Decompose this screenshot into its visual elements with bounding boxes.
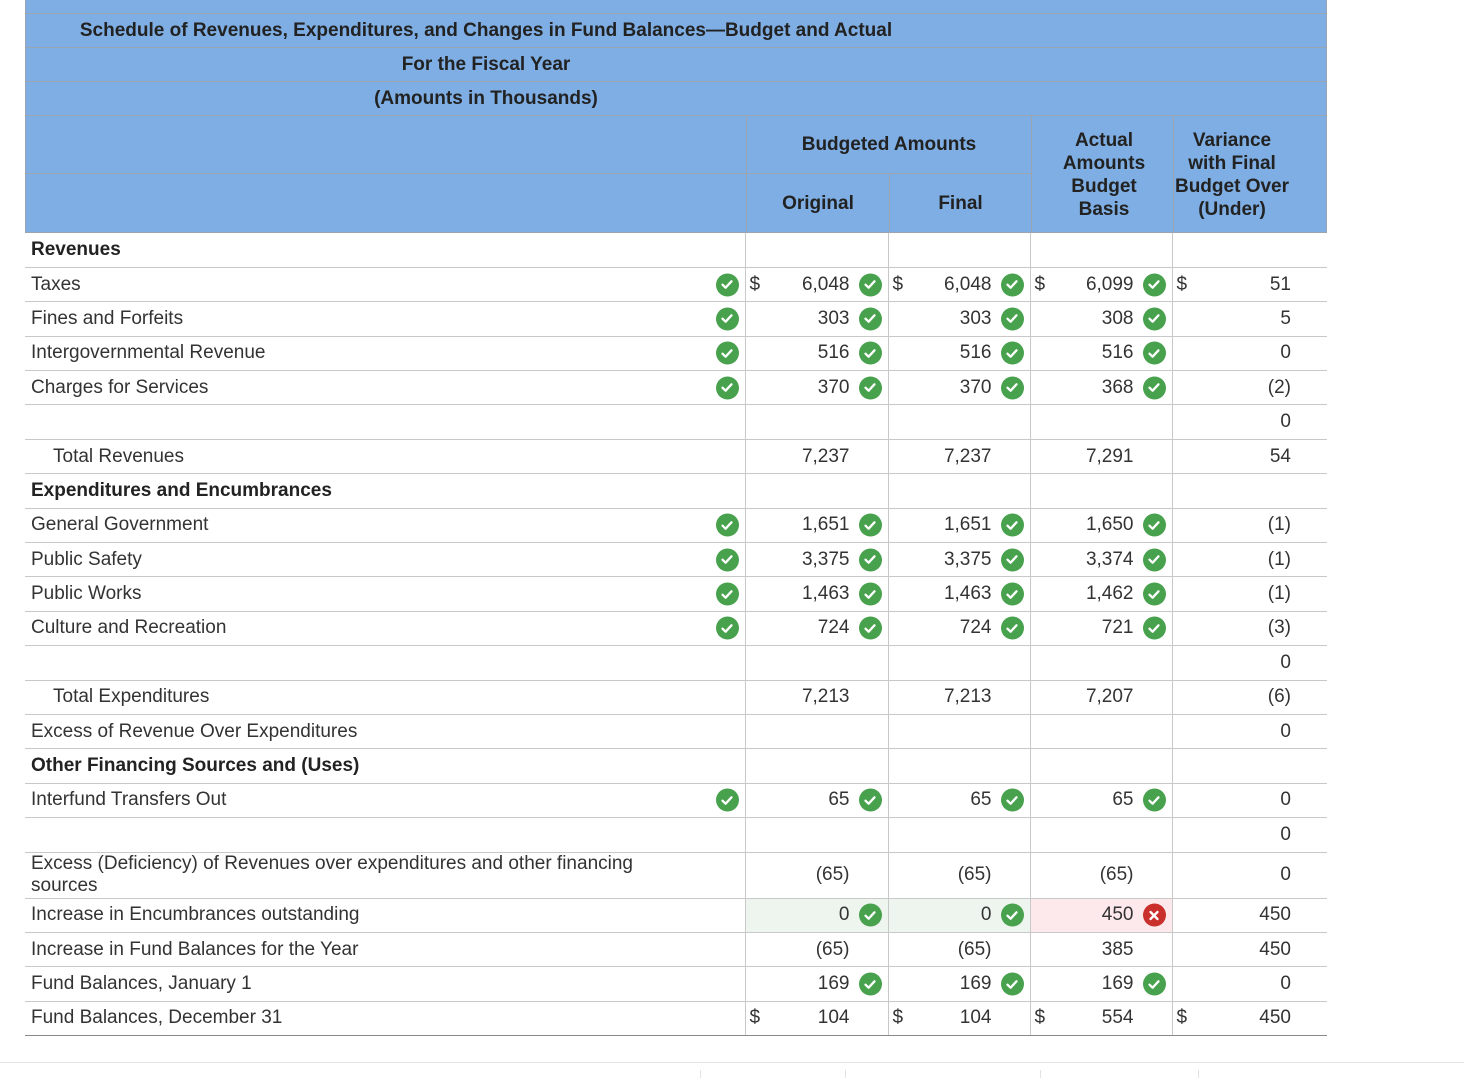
table-row bbox=[25, 543, 1327, 577]
variance-value: 0 bbox=[1280, 411, 1291, 433]
actual-value: 6,099 bbox=[1085, 273, 1134, 295]
original-value: 169 bbox=[817, 973, 850, 994]
variance-value: 0 bbox=[1280, 342, 1291, 364]
correct-check-icon bbox=[716, 273, 739, 296]
actual-value: 169 bbox=[1101, 973, 1134, 994]
correct-check-icon bbox=[1001, 376, 1024, 399]
final-value: 724 bbox=[959, 617, 992, 639]
dollar-sign: $ bbox=[892, 273, 904, 295]
original-cell[interactable] bbox=[745, 932, 888, 966]
final-cell[interactable] bbox=[888, 932, 1030, 966]
row-label-cell bbox=[25, 439, 745, 473]
variance-value: (1) bbox=[1267, 514, 1291, 536]
row-label-cell bbox=[25, 898, 745, 932]
table-row bbox=[25, 233, 1327, 267]
variance-value: 450 bbox=[1259, 904, 1291, 926]
row-label: General Government bbox=[31, 514, 209, 536]
row-label-cell bbox=[25, 474, 745, 508]
row-label-cell bbox=[25, 371, 745, 405]
correct-check-icon bbox=[1001, 904, 1024, 927]
original-cell[interactable] bbox=[745, 336, 888, 370]
schedule-title: Schedule of Revenues, Expenditures, and Changes in Fund Balances—Budget and Actual bbox=[79, 19, 893, 41]
table-row bbox=[25, 267, 1327, 301]
actual-cell[interactable] bbox=[1030, 577, 1172, 611]
variance-cell bbox=[1172, 543, 1327, 577]
table-row bbox=[25, 932, 1327, 966]
row-label: Excess (Deficiency) of Revenues over expenditures and other financing sources bbox=[31, 853, 633, 897]
variance-cell bbox=[1172, 749, 1327, 783]
original-cell[interactable] bbox=[745, 577, 888, 611]
final-column-header: Final bbox=[938, 193, 983, 214]
original-value: 104 bbox=[817, 1007, 850, 1029]
original-value: 1,463 bbox=[801, 583, 850, 605]
table-row bbox=[25, 818, 1327, 852]
actual-cell[interactable] bbox=[1030, 336, 1172, 370]
correct-check-icon bbox=[1143, 617, 1166, 640]
actual-cell[interactable] bbox=[1030, 233, 1172, 267]
row-label: Increase in Encumbrances outstanding bbox=[31, 904, 360, 926]
original-value: 303 bbox=[817, 307, 850, 329]
actual-value: (65) bbox=[1099, 864, 1134, 886]
correct-check-icon bbox=[1143, 514, 1166, 537]
variance-cell bbox=[1172, 680, 1327, 714]
correct-check-icon bbox=[1143, 307, 1166, 330]
final-value: 516 bbox=[959, 342, 992, 364]
original-value: 1,651 bbox=[801, 514, 850, 536]
final-cell[interactable] bbox=[888, 405, 1030, 439]
variance-cell bbox=[1172, 818, 1327, 852]
final-cell[interactable] bbox=[888, 474, 1030, 508]
correct-check-icon bbox=[859, 376, 882, 399]
variance-cell bbox=[1172, 439, 1327, 473]
row-label: Public Works bbox=[31, 583, 142, 605]
correct-check-icon bbox=[716, 548, 739, 571]
row-label: Total Expenditures bbox=[53, 686, 210, 708]
final-cell[interactable] bbox=[888, 336, 1030, 370]
incorrect-x-icon bbox=[1143, 904, 1166, 927]
actual-value: 450 bbox=[1101, 904, 1134, 926]
table-row bbox=[25, 611, 1327, 645]
table-row bbox=[25, 646, 1327, 680]
original-value: 3,375 bbox=[801, 548, 850, 570]
row-label: Other Financing Sources and (Uses) bbox=[31, 755, 360, 777]
original-cell[interactable] bbox=[745, 646, 888, 680]
final-value: (65) bbox=[957, 864, 992, 886]
final-value: 303 bbox=[959, 307, 992, 329]
correct-check-icon bbox=[716, 617, 739, 640]
correct-check-icon bbox=[1001, 973, 1024, 996]
correct-check-icon bbox=[859, 617, 882, 640]
correct-check-icon bbox=[1143, 789, 1166, 812]
actual-cell[interactable] bbox=[1030, 302, 1172, 336]
final-value: 1,651 bbox=[943, 514, 992, 536]
row-label: Fines and Forfeits bbox=[31, 307, 184, 329]
row-label-cell bbox=[25, 714, 745, 748]
row-label: Revenues bbox=[31, 238, 121, 260]
row-label-cell bbox=[25, 543, 745, 577]
row-label-cell bbox=[25, 967, 745, 1001]
actual-value: 368 bbox=[1101, 376, 1134, 398]
final-cell[interactable] bbox=[888, 646, 1030, 680]
original-value: 6,048 bbox=[801, 273, 850, 295]
variance-value: 450 bbox=[1259, 1007, 1291, 1029]
table-row bbox=[25, 967, 1327, 1001]
actual-cell[interactable] bbox=[1030, 543, 1172, 577]
row-label: Total Revenues bbox=[53, 445, 184, 467]
original-cell[interactable] bbox=[745, 611, 888, 645]
actual-cell[interactable] bbox=[1030, 783, 1172, 817]
actual-value: 1,650 bbox=[1085, 514, 1134, 536]
actual-cell[interactable] bbox=[1030, 611, 1172, 645]
dollar-sign: $ bbox=[749, 1007, 761, 1029]
variance-value: 5 bbox=[1280, 307, 1291, 329]
correct-check-icon bbox=[1001, 342, 1024, 365]
divider-tick bbox=[1040, 1070, 1041, 1078]
final-value: 3,375 bbox=[943, 548, 992, 570]
actual-cell[interactable] bbox=[1030, 646, 1172, 680]
variance-cell bbox=[1172, 577, 1327, 611]
row-label-cell bbox=[25, 818, 745, 852]
row-label-cell bbox=[25, 508, 745, 542]
variance-value: 0 bbox=[1280, 651, 1291, 673]
dollar-sign: $ bbox=[892, 1007, 904, 1029]
actual-value: 3,374 bbox=[1085, 548, 1134, 570]
row-label: Excess of Revenue Over Expenditures bbox=[31, 720, 358, 742]
dollar-sign: $ bbox=[1034, 273, 1046, 295]
original-cell[interactable] bbox=[745, 714, 888, 748]
correct-check-icon bbox=[1001, 789, 1024, 812]
row-label-cell bbox=[25, 336, 745, 370]
correct-check-icon bbox=[859, 583, 882, 606]
original-value: 65 bbox=[828, 789, 850, 811]
correct-check-icon bbox=[859, 548, 882, 571]
original-cell[interactable] bbox=[745, 233, 888, 267]
variance-value: 0 bbox=[1280, 823, 1291, 845]
dollar-sign: $ bbox=[749, 273, 761, 295]
correct-check-icon bbox=[859, 789, 882, 812]
variance-value: 54 bbox=[1269, 445, 1291, 467]
variance-value: (1) bbox=[1267, 583, 1291, 605]
correct-check-icon bbox=[716, 376, 739, 399]
variance-cell bbox=[1172, 474, 1327, 508]
row-label-cell bbox=[25, 1001, 745, 1035]
variance-cell bbox=[1172, 508, 1327, 542]
title-band bbox=[25, 14, 1327, 48]
variance-cell bbox=[1172, 1001, 1327, 1035]
actual-cell[interactable] bbox=[1030, 967, 1172, 1001]
original-value: (65) bbox=[815, 938, 850, 960]
actual-cell[interactable] bbox=[1030, 898, 1172, 932]
original-value: (65) bbox=[815, 864, 850, 886]
variance-cell bbox=[1172, 302, 1327, 336]
actual-cell[interactable] bbox=[1030, 680, 1172, 714]
variance-cell bbox=[1172, 611, 1327, 645]
actual-value: 385 bbox=[1101, 938, 1134, 960]
final-cell[interactable] bbox=[888, 233, 1030, 267]
correct-check-icon bbox=[859, 904, 882, 927]
variance-value: 51 bbox=[1269, 273, 1291, 295]
row-label: Charges for Services bbox=[31, 376, 209, 398]
actual-value: 1,462 bbox=[1085, 583, 1134, 605]
variance-cell bbox=[1172, 267, 1327, 301]
row-label-cell bbox=[25, 233, 745, 267]
schedule-subtitle: For the Fiscal Year bbox=[401, 53, 571, 75]
correct-check-icon bbox=[1143, 376, 1166, 399]
table-row bbox=[25, 749, 1327, 783]
correct-check-icon bbox=[1001, 514, 1024, 537]
variance-cell bbox=[1172, 714, 1327, 748]
variance-value: 0 bbox=[1280, 789, 1291, 811]
final-value: 0 bbox=[980, 904, 992, 926]
row-label: Expenditures and Encumbrances bbox=[31, 479, 332, 501]
table-row bbox=[25, 680, 1327, 714]
subtitle-band bbox=[25, 48, 1327, 82]
variance-cell bbox=[1172, 898, 1327, 932]
original-value: 370 bbox=[817, 376, 850, 398]
final-value: 7,237 bbox=[943, 445, 992, 467]
final-value: 1,463 bbox=[943, 583, 992, 605]
original-cell[interactable] bbox=[745, 818, 888, 852]
final-value: 6,048 bbox=[943, 273, 992, 295]
final-cell[interactable] bbox=[888, 267, 1030, 301]
column-header bbox=[25, 116, 1327, 233]
variance-cell bbox=[1172, 233, 1327, 267]
row-label: Culture and Recreation bbox=[31, 617, 227, 639]
correct-check-icon bbox=[859, 273, 882, 296]
table-row bbox=[25, 336, 1327, 370]
final-cell[interactable] bbox=[888, 852, 1030, 898]
final-cell[interactable] bbox=[888, 302, 1030, 336]
divider-tick bbox=[700, 1070, 701, 1078]
original-cell[interactable] bbox=[745, 783, 888, 817]
table-row bbox=[25, 1001, 1327, 1035]
actual-cell[interactable] bbox=[1030, 474, 1172, 508]
actual-value: 516 bbox=[1101, 342, 1134, 364]
row-label-cell bbox=[25, 852, 745, 898]
variance-value: 0 bbox=[1280, 973, 1291, 994]
original-value: 516 bbox=[817, 342, 850, 364]
variance-value: (6) bbox=[1267, 686, 1291, 708]
correct-check-icon bbox=[859, 514, 882, 537]
row-label-cell bbox=[25, 577, 745, 611]
correct-check-icon bbox=[1001, 617, 1024, 640]
final-value: 169 bbox=[959, 973, 992, 994]
actual-cell[interactable] bbox=[1030, 749, 1172, 783]
row-label: Interfund Transfers Out bbox=[31, 789, 227, 811]
row-label-cell bbox=[25, 267, 745, 301]
actual-value: 7,291 bbox=[1085, 445, 1134, 467]
final-cell[interactable] bbox=[888, 439, 1030, 473]
divider-tick bbox=[1198, 1070, 1199, 1078]
row-label: Taxes bbox=[31, 273, 81, 295]
budgeted-amounts-header: Budgeted Amounts bbox=[801, 134, 977, 155]
correct-check-icon bbox=[1143, 273, 1166, 296]
final-cell[interactable] bbox=[888, 611, 1030, 645]
table-row bbox=[25, 405, 1327, 439]
original-cell[interactable] bbox=[745, 474, 888, 508]
dollar-sign: $ bbox=[1034, 1007, 1046, 1029]
original-cell[interactable] bbox=[745, 680, 888, 714]
final-cell[interactable] bbox=[888, 714, 1030, 748]
original-value: 7,213 bbox=[801, 686, 850, 708]
variance-cell bbox=[1172, 371, 1327, 405]
table-row bbox=[25, 474, 1327, 508]
final-value: 7,213 bbox=[943, 686, 992, 708]
correct-check-icon bbox=[1001, 548, 1024, 571]
original-cell[interactable] bbox=[745, 898, 888, 932]
final-cell[interactable] bbox=[888, 1001, 1030, 1035]
original-column-header: Original bbox=[782, 193, 854, 214]
original-cell[interactable] bbox=[745, 302, 888, 336]
table-row bbox=[25, 302, 1327, 336]
correct-check-icon bbox=[716, 789, 739, 812]
row-label-cell bbox=[25, 932, 745, 966]
final-cell[interactable] bbox=[888, 543, 1030, 577]
actual-value: 7,207 bbox=[1085, 686, 1134, 708]
original-cell[interactable] bbox=[745, 852, 888, 898]
original-cell[interactable] bbox=[745, 267, 888, 301]
variance-column-header: Variance with Final Budget Over (Under) bbox=[1174, 129, 1290, 220]
final-cell[interactable] bbox=[888, 967, 1030, 1001]
correct-check-icon bbox=[1143, 583, 1166, 606]
actual-cell[interactable] bbox=[1030, 852, 1172, 898]
dollar-sign: $ bbox=[1176, 1007, 1188, 1029]
final-cell[interactable] bbox=[888, 508, 1030, 542]
final-cell[interactable] bbox=[888, 783, 1030, 817]
final-value: 370 bbox=[959, 376, 992, 398]
actual-cell[interactable] bbox=[1030, 267, 1172, 301]
original-cell[interactable] bbox=[745, 543, 888, 577]
correct-check-icon bbox=[1001, 273, 1024, 296]
variance-value: 0 bbox=[1280, 720, 1291, 742]
table-row bbox=[25, 852, 1327, 898]
actual-cell[interactable] bbox=[1030, 1001, 1172, 1035]
row-label: Increase in Fund Balances for the Year bbox=[31, 938, 359, 960]
row-label-cell bbox=[25, 646, 745, 680]
units-band bbox=[25, 82, 1327, 116]
correct-check-icon bbox=[1143, 973, 1166, 996]
original-cell[interactable] bbox=[745, 749, 888, 783]
variance-value: (2) bbox=[1267, 376, 1291, 398]
correct-check-icon bbox=[1143, 342, 1166, 365]
variance-cell bbox=[1172, 967, 1327, 1001]
variance-cell bbox=[1172, 646, 1327, 680]
variance-value: 450 bbox=[1259, 938, 1291, 960]
variance-cell bbox=[1172, 852, 1327, 898]
original-cell[interactable] bbox=[745, 405, 888, 439]
table-row bbox=[25, 898, 1327, 932]
row-label-cell bbox=[25, 611, 745, 645]
actual-cell[interactable] bbox=[1030, 405, 1172, 439]
budget-schedule bbox=[25, 0, 1327, 1036]
correct-check-icon bbox=[1001, 583, 1024, 606]
final-cell[interactable] bbox=[888, 680, 1030, 714]
final-cell[interactable] bbox=[888, 749, 1030, 783]
actual-column-header: Actual Amounts Budget Basis bbox=[1062, 129, 1146, 220]
correct-check-icon bbox=[716, 514, 739, 537]
variance-cell bbox=[1172, 932, 1327, 966]
table-row bbox=[25, 439, 1327, 473]
variance-cell bbox=[1172, 783, 1327, 817]
original-cell[interactable] bbox=[745, 967, 888, 1001]
top-band-cut bbox=[25, 0, 1327, 14]
actual-cell[interactable] bbox=[1030, 714, 1172, 748]
final-cell[interactable] bbox=[888, 371, 1030, 405]
row-label-cell bbox=[25, 783, 745, 817]
table-row bbox=[25, 714, 1327, 748]
variance-value: 0 bbox=[1280, 864, 1291, 886]
row-label-cell bbox=[25, 680, 745, 714]
correct-check-icon bbox=[859, 973, 882, 996]
divider-tick bbox=[845, 1070, 846, 1078]
page-divider bbox=[0, 1062, 1464, 1063]
original-cell[interactable] bbox=[745, 371, 888, 405]
variance-cell bbox=[1172, 336, 1327, 370]
actual-value: 308 bbox=[1101, 307, 1134, 329]
original-value: 0 bbox=[838, 904, 850, 926]
original-cell[interactable] bbox=[745, 508, 888, 542]
final-value: 104 bbox=[959, 1007, 992, 1029]
table-row bbox=[25, 371, 1327, 405]
variance-value: (3) bbox=[1267, 617, 1291, 639]
variance-value: (1) bbox=[1267, 548, 1291, 570]
schedule-table bbox=[25, 233, 1327, 1036]
actual-cell[interactable] bbox=[1030, 508, 1172, 542]
actual-cell[interactable] bbox=[1030, 818, 1172, 852]
final-cell[interactable] bbox=[888, 818, 1030, 852]
row-label-cell bbox=[25, 749, 745, 783]
table-row bbox=[25, 508, 1327, 542]
actual-value: 721 bbox=[1101, 617, 1134, 639]
table-row bbox=[25, 577, 1327, 611]
row-label: Fund Balances, January 1 bbox=[31, 973, 252, 994]
table-row bbox=[25, 783, 1327, 817]
row-label: Fund Balances, December 31 bbox=[31, 1007, 283, 1029]
correct-check-icon bbox=[859, 307, 882, 330]
correct-check-icon bbox=[859, 342, 882, 365]
correct-check-icon bbox=[1143, 548, 1166, 571]
row-label-cell bbox=[25, 302, 745, 336]
correct-check-icon bbox=[716, 307, 739, 330]
actual-cell[interactable] bbox=[1030, 932, 1172, 966]
row-label: Intergovernmental Revenue bbox=[31, 342, 266, 364]
original-cell[interactable] bbox=[745, 1001, 888, 1035]
row-label-cell bbox=[25, 405, 745, 439]
final-value: 65 bbox=[970, 789, 992, 811]
correct-check-icon bbox=[716, 583, 739, 606]
final-cell[interactable] bbox=[888, 577, 1030, 611]
variance-cell bbox=[1172, 405, 1327, 439]
final-value: (65) bbox=[957, 938, 992, 960]
original-value: 7,237 bbox=[801, 445, 850, 467]
actual-value: 65 bbox=[1112, 789, 1134, 811]
original-cell[interactable] bbox=[745, 439, 888, 473]
dollar-sign: $ bbox=[1176, 273, 1188, 295]
actual-value: 554 bbox=[1101, 1007, 1134, 1029]
correct-check-icon bbox=[716, 342, 739, 365]
actual-cell[interactable] bbox=[1030, 371, 1172, 405]
actual-cell[interactable] bbox=[1030, 439, 1172, 473]
original-value: 724 bbox=[817, 617, 850, 639]
correct-check-icon bbox=[1001, 307, 1024, 330]
row-label: Public Safety bbox=[31, 548, 142, 570]
final-cell[interactable] bbox=[888, 898, 1030, 932]
schedule-units: (Amounts in Thousands) bbox=[374, 87, 598, 109]
